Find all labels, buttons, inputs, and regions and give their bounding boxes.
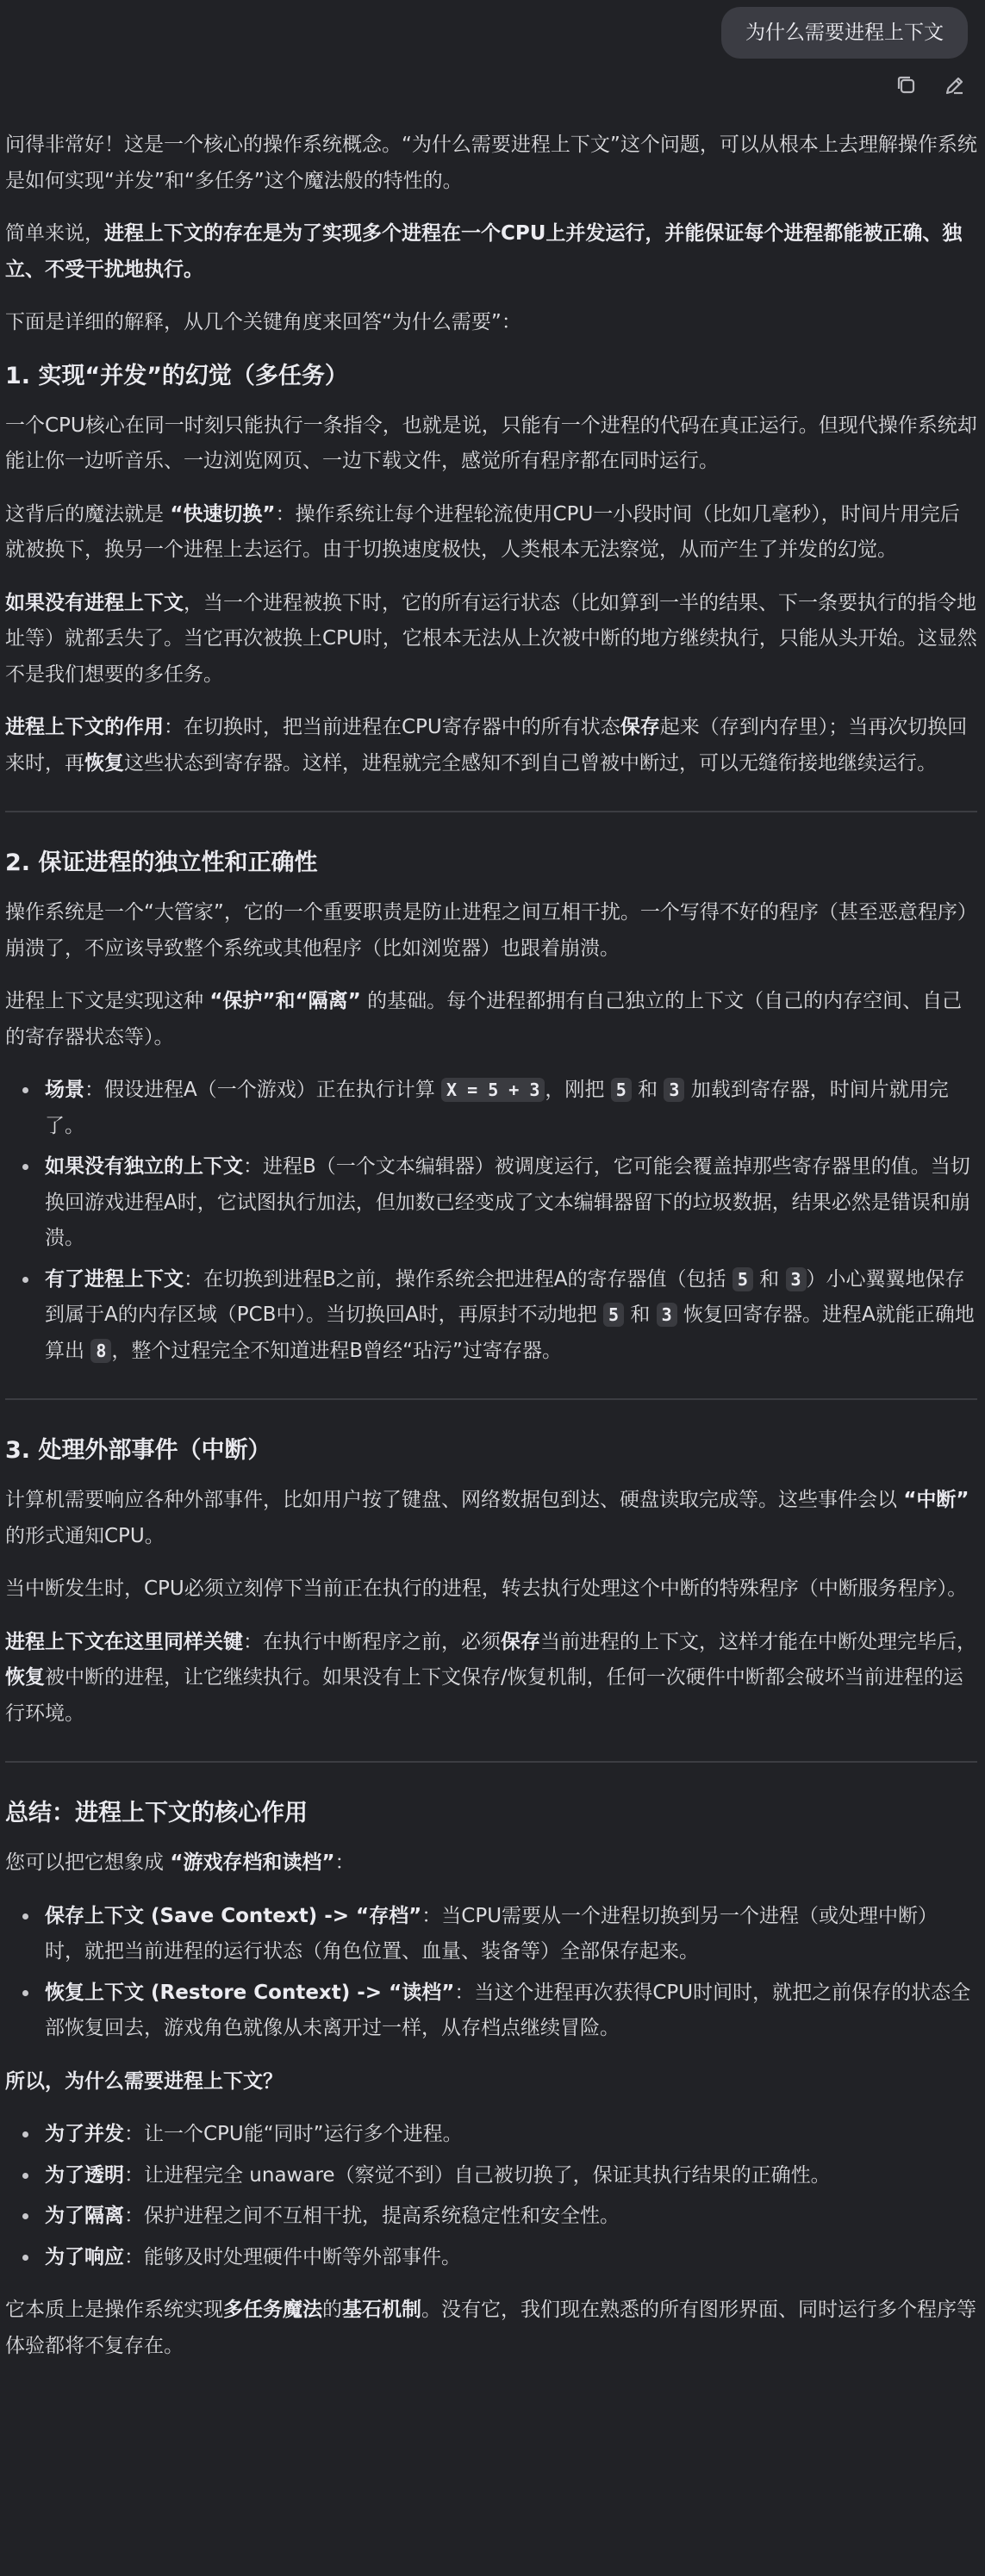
paragraph xyxy=(5,586,977,694)
paragraph xyxy=(5,1625,977,1733)
text-run: ：在执行中断程序之前，必须 xyxy=(243,1630,501,1653)
text-run: ：能够及时处理硬件中断等外部事件。 xyxy=(124,2245,461,2268)
list-item xyxy=(40,2240,977,2276)
bold-text: 恢复 xyxy=(5,1666,45,1689)
text-run: 和 xyxy=(624,1304,657,1326)
inline-code: 3 xyxy=(664,1078,684,1102)
bold-text: 基石机制 xyxy=(342,2299,421,2321)
text-run: ： xyxy=(334,1851,355,1874)
bold-text: 恢复 xyxy=(84,751,124,775)
paragraph xyxy=(5,408,977,480)
paragraph xyxy=(5,305,977,341)
list-item xyxy=(40,1149,977,1257)
paragraph xyxy=(5,895,977,967)
paragraph xyxy=(5,2293,977,2364)
text-run: 恢复回寄存器。进程A就能正确地算出 xyxy=(45,1304,975,1362)
text-run: 计算机需要响应各种外部事件，比如用户按了键盘、网络数据包到达、硬盘读取完成等。这些事件会以 xyxy=(5,1489,904,1511)
paragraph xyxy=(5,216,977,288)
paragraph xyxy=(5,1483,977,1554)
text-run: 当前进程的上下文，这样才能在中断处理完毕后， xyxy=(540,1630,976,1653)
text-run: 。没有它，我们现在熟悉的所有图形界面、同时运行多个程序等体验都将不复存在。 xyxy=(5,2299,976,2357)
paragraph xyxy=(5,1571,977,1608)
edit-icon[interactable] xyxy=(942,72,968,98)
text-run: 您可以把它想象成 xyxy=(5,1851,171,1874)
text-run: 被中断的进程，让它继续执行。如果没有上下文保存/恢复机制，任何一次硬件中断都会破坏当前进程的运行环境。 xyxy=(5,1666,963,1725)
bold-text: “中断” xyxy=(903,1489,969,1511)
text-run: 的形式通知CPU。 xyxy=(5,1524,165,1547)
bold-text: 为了透明 xyxy=(45,2163,124,2187)
inline-code: 5 xyxy=(611,1078,632,1102)
text-run: ：当这个进程再次获得CPU时间时，就把之前保存的状态全部恢复回去，游戏角色就像从未离开过一样，从存档点继续冒险。 xyxy=(45,1981,971,2039)
section-divider xyxy=(5,1398,977,1400)
bold-text: 场景 xyxy=(45,1079,84,1101)
bullet-list xyxy=(5,2117,977,2275)
bold-text: 为了响应 xyxy=(45,2245,124,2268)
list-item xyxy=(40,1073,977,1144)
text-run: ，刚把 xyxy=(545,1079,611,1101)
inline-code: 3 xyxy=(657,1303,677,1327)
bold-text: 如果没有独立的上下文 xyxy=(45,1155,243,1178)
bold-text: “快速切换” xyxy=(170,502,276,526)
text-run: ，整个过程完全不知道进程B曾经“玷污”过寄存器。 xyxy=(111,1339,562,1362)
text-run: 问得非常好！这是一个核心的操作系统概念。“为什么需要进程上下文”这个问题，可以从根本上去理解操作系统是如何实现“并发”和“多任务”这个魔法般的特性的。 xyxy=(5,134,977,192)
paragraph xyxy=(5,710,977,781)
list-item xyxy=(40,1976,977,2047)
text-run: 进程上下文是实现这种 xyxy=(5,990,210,1012)
list-item xyxy=(40,1262,977,1370)
text-run: ）小心翼翼地保存到属于A的内存区域（PCB中）。当切换回A时，再原封不动地把 xyxy=(45,1267,965,1326)
text-run: 的基础。每个进程都拥有自己独立的上下文（自己的内存空间、自己的寄存器状态等）。 xyxy=(5,990,963,1048)
bold-text: 恢复上下文 (Restore Context) -> “读档” xyxy=(45,1981,455,2004)
bold-text: 有了进程上下文 xyxy=(45,1267,184,1291)
list-item xyxy=(40,2158,977,2194)
text-run: ：当CPU需要从一个进程切换到另一个进程（或处理中断）时，就把当前进程的运行状态（角色位置、血量、装备等）全部保存起来。 xyxy=(45,1904,938,1963)
bold-text: 进程上下文的作用 xyxy=(5,716,164,738)
bold-text: 进程上下文在这里同样关键 xyxy=(5,1630,243,1653)
bold-text: 多任务魔法 xyxy=(223,2299,322,2321)
text-run: 它本质上是操作系统实现 xyxy=(5,2299,223,2321)
text-run: 下面是详细的解释，从几个关键角度来回答“为什么需要”： xyxy=(5,311,521,333)
paragraph xyxy=(5,984,977,1055)
bold-text: 为了并发 xyxy=(45,2123,124,2145)
text-run: 和 xyxy=(631,1079,664,1101)
section-divider xyxy=(5,1761,977,1763)
list-item xyxy=(40,1899,977,1970)
bold-text: “保护”和“隔离” xyxy=(209,990,361,1012)
text-run: 1. 实现“并发”的幻觉（多任务） xyxy=(5,362,348,389)
text-run: ，当一个进程被换下时，它的所有运行状态（比如算到一半的结果、下一条要执行的指令地址等）就都丢失了。当它再次被换上CPU时，它根本无法从上次被中断的地方继续执行，只能从头开始。这显然不是我们想要的多任务。 xyxy=(5,591,977,686)
text-run: 总结：进程上下文的核心作用 xyxy=(5,1800,308,1826)
text-run: ：让一个CPU能“同时”运行多个进程。 xyxy=(124,2123,463,2145)
paragraph xyxy=(5,2064,977,2100)
assistant-answer xyxy=(5,128,977,2381)
inline-code: 5 xyxy=(603,1303,624,1327)
text-run: 的 xyxy=(322,2299,342,2321)
text-run: 这背后的魔法就是 xyxy=(5,502,171,526)
bold-text: 进程上下文的存在是为了实现多个进程在一个CPU上并发运行，并能保证每个进程都能被正确、独立、不受干扰地执行。 xyxy=(5,222,963,281)
message-actions xyxy=(894,72,968,98)
section-divider xyxy=(5,811,977,812)
text-run: 起来（存到内存里）；当再次切换回来时，再 xyxy=(5,716,968,775)
section-heading xyxy=(5,845,977,881)
paragraph xyxy=(5,497,977,569)
bold-text: 保存上下文 (Save Context) -> “存档” xyxy=(45,1904,422,1927)
list-item xyxy=(40,2199,977,2235)
text-run: ：操作系统让每个进程轮流使用CPU一小段时间（比如几毫秒），时间片用完后就被换下，换另一个进程上去运行。由于切换速度极快，人类根本无法察觉，从而产生了并发的幻觉。 xyxy=(5,502,960,561)
text-run: 操作系统是一个“大管家”，它的一个重要职责是防止进程之间互相干扰。一个写得不好的程序（甚至恶意程序）崩溃了，不应该导致整个系统或其他程序（比如浏览器）也跟着崩溃。 xyxy=(5,901,977,960)
list-item xyxy=(40,2117,977,2153)
section-heading xyxy=(5,1795,977,1832)
user-message-bubble: 为什么需要进程上下文 xyxy=(721,7,968,59)
text-run: ：进程B（一个文本编辑器）被调度运行，它可能会覆盖掉那些寄存器里的值。当切换回游戏进程A时，它试图执行加法，但加数已经变成了文本编辑器留下的垃圾数据，结果必然是错误和崩溃。 xyxy=(45,1155,970,1249)
text-run: 和 xyxy=(752,1267,786,1291)
text-run: 当中断发生时，CPU必须立刻停下当前正在执行的进程，转去执行处理这个中断的特殊程序（中断服务程序）。 xyxy=(5,1577,968,1600)
bold-text: “游戏存档和读档” xyxy=(170,1851,335,1874)
bold-text: 所以，为什么需要进程上下文？ xyxy=(5,2069,283,2093)
inline-code: X = 5 + 3 xyxy=(441,1078,545,1102)
text-run: ：保护进程之间不互相干扰，提高系统稳定性和安全性。 xyxy=(124,2205,620,2227)
section-heading xyxy=(5,1433,977,1469)
bold-text: 保存 xyxy=(620,716,660,738)
text-run: ：让进程完全 unaware（察觉不到）自己被切换了，保证其执行结果的正确性。 xyxy=(124,2163,831,2187)
paragraph xyxy=(5,1845,977,1882)
inline-code: 3 xyxy=(786,1267,807,1291)
inline-code: 5 xyxy=(733,1267,753,1291)
bullet-list xyxy=(5,1899,977,2047)
copy-icon[interactable] xyxy=(894,72,920,98)
text-run: 加载到寄存器，时间片就用完了。 xyxy=(45,1079,949,1137)
text-run: ：在切换到进程B之前，操作系统会把进程A的寄存器值（包括 xyxy=(184,1267,733,1291)
bold-text: 为了隔离 xyxy=(45,2205,124,2227)
text-run: 一个CPU核心在同一时刻只能执行一条指令，也就是说，只能有一个进程的代码在真正运行。但现代操作系统却能让你一边听音乐、一边浏览网页、一边下载文件，感觉所有程序都在同时运行。 xyxy=(5,414,977,472)
section-heading xyxy=(5,358,977,395)
text-run: 2. 保证进程的独立性和正确性 xyxy=(5,849,318,876)
text-run: ：在切换时，把当前进程在CPU寄存器中的所有状态 xyxy=(164,716,620,738)
bold-text: 如果没有进程上下文 xyxy=(5,591,184,614)
user-message-row xyxy=(0,0,985,69)
bold-text: 保存 xyxy=(501,1630,540,1653)
paragraph xyxy=(5,128,977,199)
text-run: 这些状态到寄存器。这样，进程就完全感知不到自己曾被中断过，可以无缝衔接地继续运行。 xyxy=(124,751,937,775)
text-run: 3. 处理外部事件（中断） xyxy=(5,1437,271,1464)
text-run: ：假设进程A（一个游戏）正在执行计算 xyxy=(84,1079,442,1101)
bullet-list xyxy=(5,1073,977,1369)
text-run: 简单来说， xyxy=(5,222,104,245)
inline-code: 8 xyxy=(90,1339,111,1363)
